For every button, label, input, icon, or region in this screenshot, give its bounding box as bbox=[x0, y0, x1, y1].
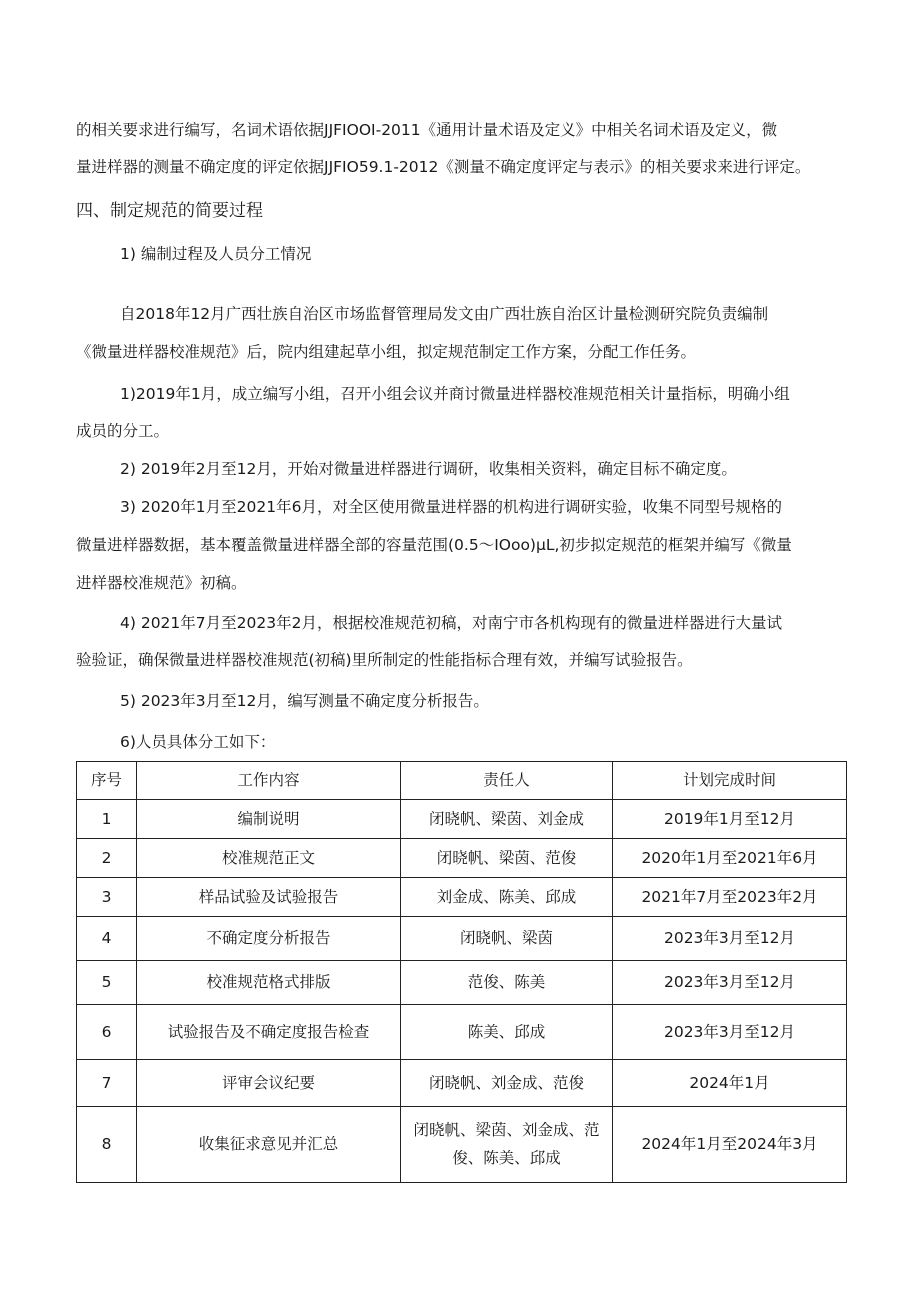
cell-person: 刘金成、陈美、邱成 bbox=[401, 878, 613, 917]
cell-task: 试验报告及不确定度报告检查 bbox=[137, 1005, 401, 1060]
cell-person: 范俊、陈美 bbox=[401, 961, 613, 1005]
list-item-line: 5) 2023年3月至12月，编写测量不确定度分析报告。 bbox=[120, 692, 489, 710]
cell-time: 2023年3月至12月 bbox=[613, 961, 847, 1005]
cell-no: 3 bbox=[77, 878, 137, 917]
column-header-task: 工作内容 bbox=[137, 762, 401, 800]
cell-task: 校准规范格式排版 bbox=[137, 961, 401, 1005]
cell-person: 闭晓帆、梁茵、刘金成 bbox=[401, 800, 613, 839]
paragraph-line: 量进样器的测量不确定度的评定依据JJFIO59.1-2012《测量不确定度评定与表示》的相关要求来进行评定。 bbox=[76, 158, 811, 176]
cell-task: 样品试验及试验报告 bbox=[137, 878, 401, 917]
list-item-line: 2) 2019年2月至12月，开始对微量进样器进行调研，收集相关资料，确定目标不确定度。 bbox=[120, 460, 737, 478]
table-row bbox=[77, 1005, 847, 1060]
cell-time: 2023年3月至12月 bbox=[613, 917, 847, 961]
table-row bbox=[77, 961, 847, 1005]
paragraph-line: 自2018年12月广西壮族自治区市场监督管理局发文由广西壮族自治区计量检测研究院负责编制 bbox=[120, 305, 769, 323]
table-header-row bbox=[77, 762, 847, 800]
table-row bbox=[77, 800, 847, 839]
cell-no: 2 bbox=[77, 839, 137, 878]
cell-time: 2021年7月至2023年2月 bbox=[613, 878, 847, 917]
section-heading: 四、制定规范的简要过程 bbox=[76, 201, 263, 221]
column-header-person: 责任人 bbox=[401, 762, 613, 800]
cell-task: 不确定度分析报告 bbox=[137, 917, 401, 961]
cell-time: 2024年1月 bbox=[613, 1060, 847, 1107]
cell-person: 闭晓帆、刘金成、范俊 bbox=[401, 1060, 613, 1107]
sub-heading: 1) 编制过程及人员分工情况 bbox=[120, 245, 312, 263]
assignment-table bbox=[76, 761, 847, 1183]
table-row bbox=[77, 917, 847, 961]
paragraph-line: 《微量进样器校准规范》后，院内组建起草小组，拟定规范制定工作方案，分配工作任务。 bbox=[76, 343, 697, 361]
table-row bbox=[77, 1060, 847, 1107]
list-item-line: 1)2019年1月，成立编写小组，召开小组会议并商讨微量进样器校准规范相关计量指标，明确小组 bbox=[120, 385, 790, 403]
cell-person: 闭晓帆、梁茵 bbox=[401, 917, 613, 961]
cell-task: 编制说明 bbox=[137, 800, 401, 839]
cell-person: 陈美、邱成 bbox=[401, 1005, 613, 1060]
cell-no: 8 bbox=[77, 1107, 137, 1183]
list-item-line: 验验证，确保微量进样器校准规范(初稿)里所制定的性能指标合理有效，并编写试验报告。 bbox=[76, 651, 693, 669]
list-item-line: 微量进样器数据，基本覆盖微量进样器全部的容量范围(0.5～IOoo)μL,初步拟定规范的框架并编写《微量 bbox=[76, 536, 792, 554]
cell-no: 5 bbox=[77, 961, 137, 1005]
list-item-line: 成员的分工。 bbox=[76, 422, 170, 440]
cell-no: 4 bbox=[77, 917, 137, 961]
column-header-time: 计划完成时间 bbox=[613, 762, 847, 800]
cell-no: 1 bbox=[77, 800, 137, 839]
cell-person: 闭晓帆、梁茵、刘金成、范俊、陈美、邱成 bbox=[401, 1107, 613, 1183]
cell-time: 2019年1月至12月 bbox=[613, 800, 847, 839]
cell-task: 收集征求意见并汇总 bbox=[137, 1107, 401, 1183]
cell-no: 7 bbox=[77, 1060, 137, 1107]
cell-no: 6 bbox=[77, 1005, 137, 1060]
column-header-no: 序号 bbox=[77, 762, 137, 800]
list-item-line: 4) 2021年7月至2023年2月，根据校准规范初稿，对南宁市各机构现有的微量进样器进行大量试 bbox=[120, 614, 782, 632]
table-row bbox=[77, 1107, 847, 1183]
cell-task: 校准规范正文 bbox=[137, 839, 401, 878]
cell-person: 闭晓帆、梁茵、范俊 bbox=[401, 839, 613, 878]
cell-time: 2023年3月至12月 bbox=[613, 1005, 847, 1060]
cell-time: 2020年1月至2021年6月 bbox=[613, 839, 847, 878]
cell-time: 2024年1月至2024年3月 bbox=[613, 1107, 847, 1183]
table-row bbox=[77, 839, 847, 878]
list-item-line: 进样器校准规范》初稿。 bbox=[76, 574, 247, 592]
cell-task: 评审会议纪要 bbox=[137, 1060, 401, 1107]
table-row bbox=[77, 878, 847, 917]
list-item-line: 3) 2020年1月至2021年6月，对全区使用微量进样器的机构进行调研实验，收集不同型号规格的 bbox=[120, 498, 782, 516]
list-item-line: 6)人员具体分工如下： bbox=[120, 733, 276, 751]
paragraph-line: 的相关要求进行编写，名词术语依据JJFIOOI-2011《通用计量术语及定义》中相关名词术语及定义，微 bbox=[76, 121, 778, 139]
